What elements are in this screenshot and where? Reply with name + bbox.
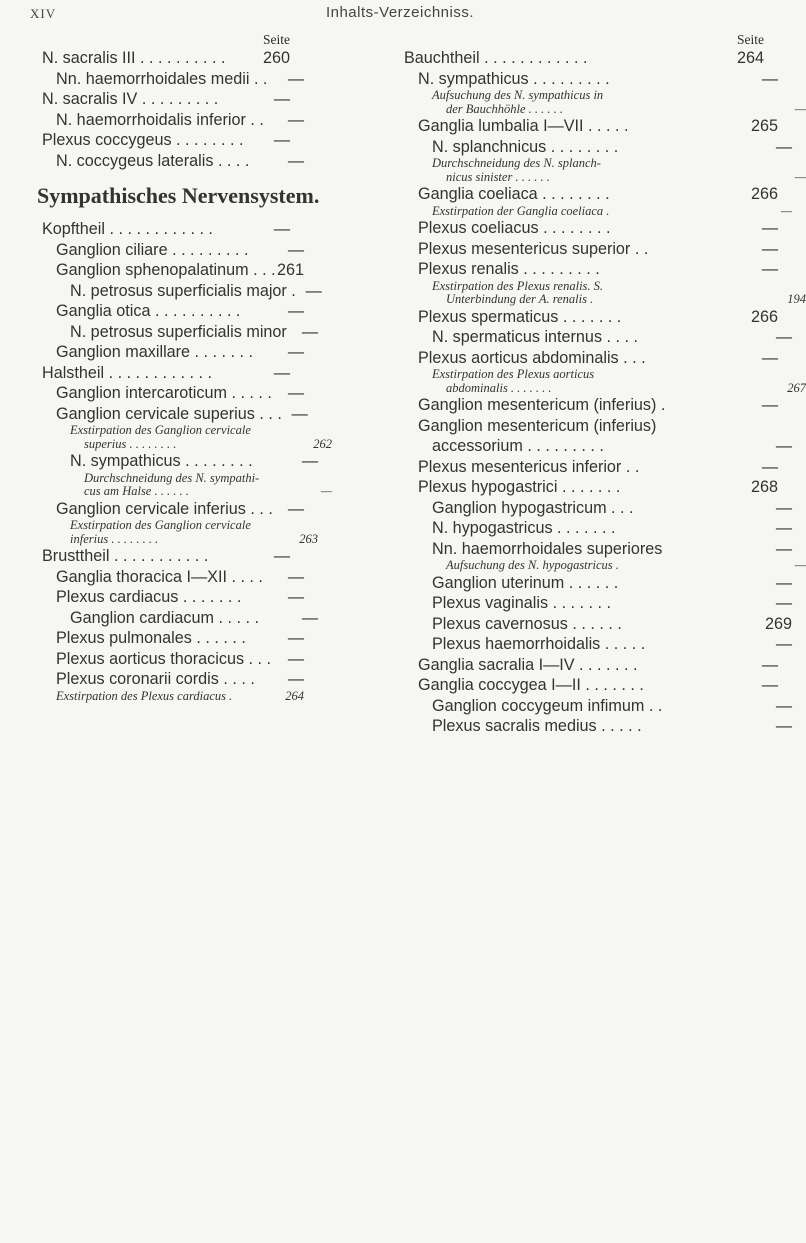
toc-entry-label: Plexus vaginalis . . . . . . .	[432, 594, 612, 612]
toc-entry	[404, 280, 792, 294]
toc-entry-label: Durchschneidung des N. sympathi-	[84, 470, 260, 485]
toc-entry	[42, 485, 332, 499]
toc-entry-label: N. spermaticus internus . . . .	[432, 328, 639, 346]
toc-entry	[42, 130, 290, 151]
toc-entry-label: Plexus haemorrhoidalis . . . . .	[432, 635, 646, 653]
toc-entry	[42, 628, 304, 649]
toc-entry-page: —	[761, 457, 778, 476]
toc-entry-label: N. sympathicus . . . . . . . .	[70, 452, 253, 470]
toc-entry-label: Durchschneidung des N. splanch-	[432, 156, 601, 170]
toc-entry	[404, 116, 778, 137]
toc-entry-page: —	[273, 90, 290, 108]
toc-entry-label: Nn. haemorrhoidales superiores	[432, 539, 663, 558]
toc-entry	[404, 307, 778, 328]
toc-entry-label: Plexus renalis . . . . . . . . .	[418, 260, 600, 278]
toc-entry-page: 194	[787, 292, 806, 306]
toc-entry-page: —	[287, 240, 304, 259]
toc-entry-label: Unterbindung der A. renalis .	[446, 292, 594, 306]
running-title: Inhalts-Verzeichniss.	[325, 4, 475, 21]
toc-entry-page: —	[761, 396, 778, 414]
toc-entry	[404, 103, 806, 117]
toc-entry-page: —	[794, 558, 806, 572]
toc-entry	[404, 573, 792, 594]
toc-entry-page: —	[291, 404, 308, 423]
toc-entry-page: —	[775, 437, 792, 455]
toc-entry	[42, 472, 332, 486]
toc-entry-page: 268	[750, 478, 778, 496]
toc-entry-page: —	[775, 594, 792, 612]
toc-entry-page: 264	[285, 688, 304, 703]
toc-entry	[42, 608, 318, 629]
toc-entry-page: —	[301, 322, 318, 341]
toc-entry-label: Plexus sacralis medius . . . . .	[432, 717, 642, 735]
toc-entry	[404, 655, 778, 676]
toc-entry-page: —	[775, 498, 792, 517]
toc-entry	[404, 696, 792, 717]
toc-entry-label: Plexus hypogastrici . . . . . . .	[418, 478, 621, 496]
column-heading-seite: Seite	[263, 32, 290, 47]
toc-entry	[42, 567, 304, 588]
toc-entry-page: 263	[299, 531, 318, 546]
toc-entry-label: Sympathisches Nervensystem.	[37, 183, 320, 208]
toc-entry	[42, 649, 304, 670]
toc-entry-label: Aufsuchung des N. sympathicus in	[432, 88, 604, 102]
toc-entry-page: —	[287, 629, 304, 647]
toc-entry-list	[37, 48, 380, 703]
toc-entry-label: Brusttheil . . . . . . . . . . .	[42, 547, 209, 565]
toc-entry-page: —	[761, 219, 778, 237]
toc-entry-label: Ganglion mesentericum (inferius) .	[418, 396, 666, 414]
toc-entry-label: Plexus cavernosus . . . . . .	[432, 614, 622, 633]
toc-entry	[404, 395, 778, 416]
toc-entry-label: Exstirpation des Ganglion cervicale	[70, 518, 251, 532]
toc-entry	[404, 614, 792, 635]
toc-entry-label: N. hypogastricus . . . . . . .	[432, 519, 616, 537]
toc-entry-page: —	[775, 635, 792, 653]
toc-entry-page: —	[761, 348, 778, 367]
toc-entry	[404, 477, 778, 498]
toc-entry-label: Ganglia coccygea I—II . . . . . . .	[418, 676, 644, 694]
right-column	[404, 32, 806, 737]
toc-entry-page: 262	[313, 436, 332, 451]
toc-entry	[404, 539, 792, 560]
toc-entry-page: —	[287, 343, 304, 361]
toc-entry	[42, 363, 290, 384]
toc-entry	[404, 327, 792, 348]
toc-entry	[42, 89, 290, 110]
toc-entry-label: Ganglion coccygeum infimum . .	[432, 696, 663, 715]
toc-entry-page: —	[301, 452, 318, 470]
toc-entry	[404, 157, 792, 171]
toc-entry-label: Plexus coccygeus . . . . . . . .	[42, 131, 244, 149]
toc-entry-label: nicus sinister . . . . . .	[446, 169, 550, 184]
toc-entry	[404, 518, 792, 539]
toc-entry	[404, 171, 806, 185]
toc-entry-label: Ganglion mesentericum (inferius)	[418, 416, 657, 435]
toc-entry-label: Ganglion sphenopalatinum . . .	[56, 261, 276, 279]
toc-entry	[42, 322, 318, 343]
toc-entry	[42, 48, 290, 69]
toc-entry-page: 261	[276, 261, 304, 279]
toc-entry-label: Ganglia sacralia I—IV . . . . . . .	[418, 655, 638, 674]
toc-entry	[404, 205, 792, 219]
toc-entry-label: Exstirpation des Plexus cardiacus .	[56, 688, 233, 703]
toc-entry-label: N. coccygeus lateralis . . . .	[56, 151, 250, 170]
toc-entry	[42, 519, 318, 533]
toc-entry	[404, 416, 778, 437]
toc-entry-label: Aufsuchung des N. hypogastricus .	[446, 558, 619, 572]
toc-entry	[404, 89, 792, 103]
toc-entry	[42, 342, 304, 363]
toc-entry	[42, 587, 304, 608]
toc-entry-label: abdominalis . . . . . . .	[446, 380, 552, 395]
toc-entry-label: Ganglion intercaroticum . . . . .	[56, 384, 272, 402]
toc-entry	[404, 716, 792, 737]
toc-entry-page: 265	[750, 117, 778, 135]
toc-entry-page: —	[775, 519, 792, 537]
toc-entry-page: —	[287, 588, 304, 606]
toc-entry-page: —	[273, 363, 290, 382]
toc-entry-label: Ganglion cardiacum . . . . .	[70, 608, 259, 627]
toc-entry-page: —	[287, 110, 304, 129]
toc-entry-label: N. sacralis IV . . . . . . . . .	[42, 90, 219, 108]
toc-entry-page: —	[305, 281, 322, 300]
toc-entry-label: Exstirpation der Ganglia coeliaca .	[432, 203, 610, 218]
toc-entry	[42, 404, 308, 425]
toc-entry-label: Plexus mesentericus superior . .	[418, 239, 649, 258]
toc-entry-label: Exstirpation des Plexus aorticus	[432, 367, 595, 381]
toc-entry-label: Halstheil . . . . . . . . . . . .	[42, 363, 213, 382]
toc-entry	[42, 383, 304, 404]
toc-entry	[404, 368, 792, 382]
toc-entry-label: Ganglia coeliaca . . . . . . . .	[418, 185, 610, 203]
toc-entry-label: Ganglia lumbalia I—VII . . . . .	[418, 117, 629, 135]
toc-entry	[404, 457, 778, 478]
toc-entry	[42, 301, 304, 322]
toc-entry	[42, 451, 318, 472]
toc-entry	[404, 184, 778, 205]
toc-entry-label: N. splanchnicus . . . . . . . .	[432, 137, 619, 156]
toc-entry	[404, 239, 778, 260]
toc-entry-page: —	[761, 655, 778, 674]
toc-entry-page: —	[794, 169, 806, 184]
toc-entry-page: —	[301, 608, 318, 627]
toc-entry-label: accessorium . . . . . . . . .	[432, 437, 604, 455]
page-number: XIV	[30, 6, 57, 21]
toc-entry-label: Ganglion cervicale superius . . .	[56, 404, 282, 423]
toc-entry-page: —	[287, 384, 304, 402]
toc-entry-label: Plexus coeliacus . . . . . . . .	[418, 219, 611, 237]
toc-entry-page: 264	[736, 49, 764, 67]
toc-entry	[404, 259, 778, 280]
toc-entry-label: Plexus coronarii cordis . . . .	[56, 670, 255, 688]
toc-entry	[42, 69, 304, 90]
toc-entry	[404, 498, 792, 519]
toc-entry-page: —	[761, 676, 778, 694]
toc-entry-label: Plexus mesentericus inferior . .	[418, 457, 640, 476]
toc-entry-page: —	[775, 573, 792, 592]
toc-entry	[42, 281, 322, 302]
toc-entry-page: —	[775, 328, 792, 346]
toc-entry-page: —	[320, 484, 332, 498]
toc-entry-label: Ganglia thoracica I—XII . . . .	[56, 567, 263, 586]
toc-entry-label: der Bauchhöhle . . . . . .	[446, 101, 563, 116]
toc-entry-page: —	[775, 137, 792, 156]
left-column	[37, 32, 380, 703]
section-heading	[37, 181, 375, 211]
toc-entry	[42, 690, 304, 704]
toc-entry	[404, 382, 806, 396]
toc-entry-label: N. petrosus superficialis major .	[70, 281, 296, 300]
toc-entry-page: —	[775, 717, 792, 735]
toc-entry-label: Bauchtheil . . . . . . . . . . . .	[404, 49, 588, 67]
toc-entry-page: —	[775, 539, 792, 558]
toc-entry-page: —	[780, 203, 792, 218]
toc-entry	[404, 675, 778, 696]
toc-entry-label: Ganglion ciliare . . . . . . . . .	[56, 240, 249, 259]
toc-entry	[404, 218, 778, 239]
toc-entry-page: —	[287, 69, 304, 88]
toc-entry-page: —	[794, 101, 806, 116]
toc-entry	[404, 634, 792, 655]
toc-entry-label: superius . . . . . . . .	[84, 436, 177, 451]
toc-entry-page: —	[775, 696, 792, 715]
toc-entry-label: Plexus pulmonales . . . . . .	[56, 629, 246, 647]
toc-entry-list	[404, 48, 806, 737]
toc-entry-label: N. petrosus superficialis minor	[70, 322, 287, 341]
toc-entry-page: —	[287, 302, 304, 320]
toc-entry-label: Ganglion uterinum . . . . . .	[432, 573, 619, 592]
toc-entry-page: —	[273, 547, 290, 565]
toc-entry	[404, 436, 792, 457]
toc-entry	[404, 559, 806, 573]
toc-entry-label: N. haemorrhoidalis inferior . .	[56, 110, 264, 129]
toc-entry	[404, 593, 792, 614]
toc-entry-label: Ganglia otica . . . . . . . . . .	[56, 302, 241, 320]
toc-entry	[404, 69, 778, 90]
toc-entry	[42, 438, 332, 452]
toc-entry	[42, 219, 290, 240]
toc-entry-label: Nn. haemorrhoidales medii . .	[56, 69, 268, 88]
toc-entry-label: Plexus aorticus abdominalis . . .	[418, 348, 646, 367]
toc-entry-label: Plexus aorticus thoracicus . . .	[56, 649, 272, 668]
toc-entry-label: Kopftheil . . . . . . . . . . . .	[42, 220, 213, 238]
toc-entry-page: 269	[764, 614, 792, 633]
toc-entry	[42, 669, 304, 690]
toc-entry-page: —	[287, 499, 304, 518]
toc-entry-label: Ganglion maxillare . . . . . . .	[56, 343, 254, 361]
toc-entry	[404, 293, 806, 307]
toc-entry-page: —	[761, 239, 778, 258]
toc-entry	[42, 546, 290, 567]
toc-entry-page: 267	[787, 380, 806, 395]
column-heading-seite: Seite	[737, 32, 764, 47]
toc-entry-page: —	[287, 567, 304, 586]
toc-entry	[42, 110, 304, 131]
toc-entry-page: —	[761, 69, 778, 88]
toc-entry-page: —	[287, 649, 304, 668]
toc-entry-page: —	[287, 670, 304, 688]
toc-entry-page: —	[273, 220, 290, 238]
toc-entry-page: 266	[750, 185, 778, 203]
toc-entry-page: —	[273, 131, 290, 149]
toc-entry	[42, 533, 318, 547]
toc-entry-label: Ganglion cervicale inferius . . .	[56, 499, 273, 518]
toc-entry	[404, 348, 778, 369]
toc-entry-label: Exstirpation des Ganglion cervicale	[70, 423, 251, 437]
toc-entry-label: N. sacralis III . . . . . . . . . .	[42, 49, 226, 67]
toc-entry	[42, 424, 318, 438]
toc-entry-page: 266	[750, 307, 778, 326]
toc-entry-label: Plexus cardiacus . . . . . . .	[56, 588, 242, 606]
toc-entry-page: 260	[262, 49, 290, 67]
toc-entry-label: Plexus spermaticus . . . . . . .	[418, 307, 622, 326]
toc-entry	[404, 48, 764, 69]
toc-entry	[42, 260, 304, 281]
toc-entry	[404, 137, 792, 158]
toc-entry-label: cus am Halse . . . . . .	[84, 484, 189, 498]
toc-entry-label: Ganglion hypogastricum . . .	[432, 498, 634, 517]
toc-entry-label: Exstirpation des Plexus renalis. S.	[432, 278, 604, 293]
toc-entry-label: N. sympathicus . . . . . . . . .	[418, 69, 610, 88]
toc-entry-page: —	[287, 151, 304, 170]
toc-entry	[42, 151, 304, 172]
toc-entry-page: —	[761, 260, 778, 278]
toc-entry	[42, 499, 304, 520]
toc-entry	[42, 240, 304, 261]
toc-entry-label: inferius . . . . . . . .	[70, 531, 159, 546]
